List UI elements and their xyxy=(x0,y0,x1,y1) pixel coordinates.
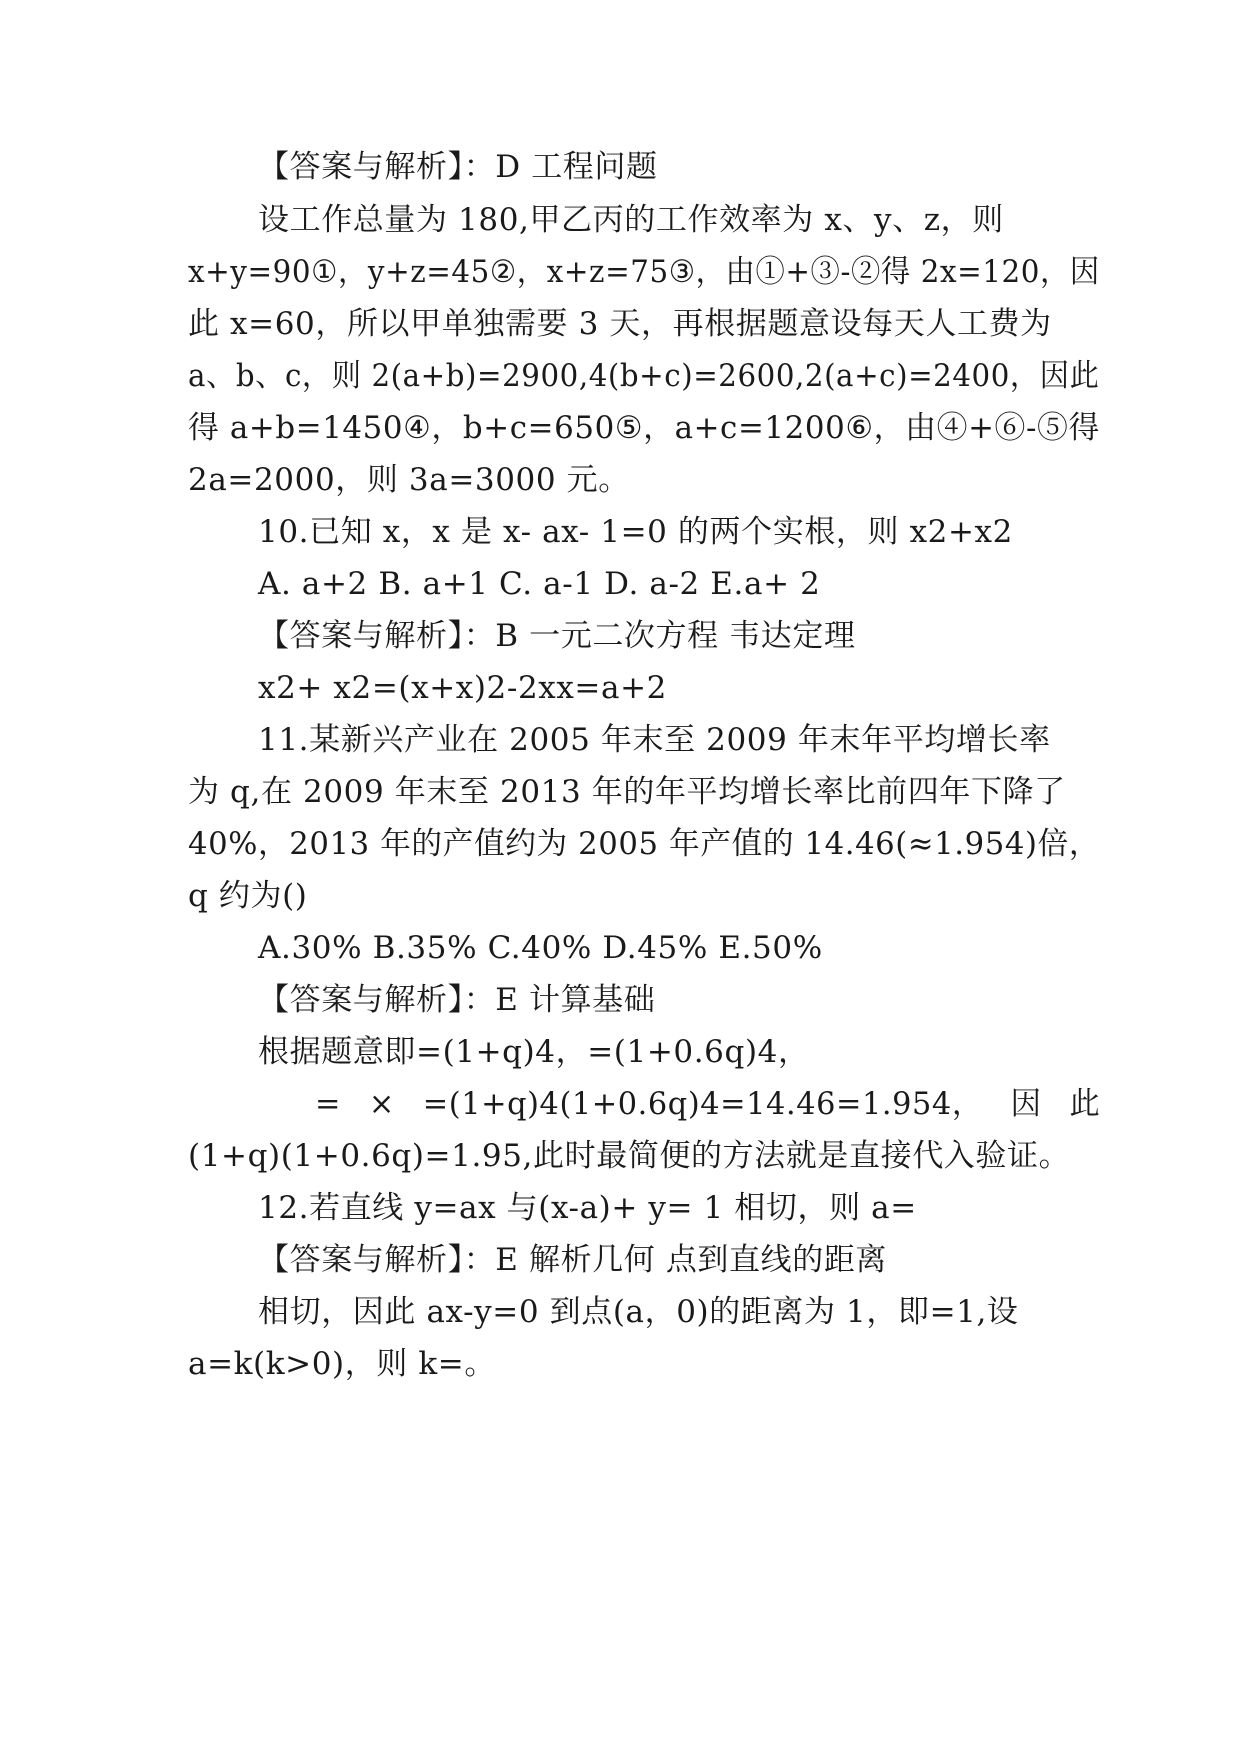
paragraph-line: (1+q)(1+0.6q)=1.95,此时最简便的方法就是直接代入验证。 xyxy=(188,1138,1071,1174)
paragraph-line: 40%，2013 年的产值约为 2005 年产值的 14.46(≈1.954)倍， xyxy=(188,826,1101,862)
paragraph-line: 相切，因此 ax-y=0 到点(a，0)的距离为 1，即=1,设 xyxy=(258,1294,1019,1330)
answer-heading-9: 【答案与解析】：D 工程问题 xyxy=(258,149,658,185)
question-11: 11.某新兴产业在 2005 年末至 2009 年末年平均增长率 xyxy=(258,722,1051,758)
formula-line: = × =(1+q)4(1+0.6q)4=14.46=1.954， 因 此 xyxy=(315,1086,1101,1122)
options-10: A. a+2 B. a+1 C. a-1 D. a-2 E.a+ 2 xyxy=(258,566,821,602)
answer-heading-11: 【答案与解析】：E 计算基础 xyxy=(258,982,656,1018)
answer-heading-12: 【答案与解析】：E 解析几何 点到直线的距离 xyxy=(258,1242,888,1278)
options-11: A.30% B.35% C.40% D.45% E.50% xyxy=(258,930,823,966)
answer-heading-10: 【答案与解析】：B 一元二次方程 韦达定理 xyxy=(258,618,856,654)
paragraph-line: a=k(k>0)，则 k=。 xyxy=(188,1346,496,1382)
paragraph-line: 为 q,在 2009 年末至 2013 年的年平均增长率比前四年下降了 xyxy=(188,774,1066,810)
paragraph-line: 设工作总量为 180,甲乙丙的工作效率为 x、y、z，则 xyxy=(258,202,1004,238)
paragraph-line: q 约为() xyxy=(188,878,308,914)
paragraph-line: 2a=2000，则 3a=3000 元。 xyxy=(188,462,630,498)
question-12: 12.若直线 y=ax 与(x-a)+ y= 1 相切，则 a= xyxy=(258,1190,917,1226)
paragraph-line: a、b、c，则 2(a+b)=2900,4(b+c)=2600,2(a+c)=2400，因此 xyxy=(188,358,1100,394)
paragraph-line: 根据题意即=(1+q)4，=(1+0.6q)4， xyxy=(258,1034,810,1070)
paragraph-line: x+y=90①，y+z=45②，x+z=75③，由①+③-②得 2x=120，因 xyxy=(188,254,1100,290)
formula-line: x2+ x2=(x+x)2-2xx=a+2 xyxy=(258,670,667,706)
paragraph-line: 此 x=60，所以甲单独需要 3 天，再根据题意设每天人工费为 xyxy=(188,306,1052,342)
question-10: 10.已知 x，x 是 x- ax- 1=0 的两个实根，则 x2+x2 xyxy=(258,514,1013,550)
paragraph-line: 得 a+b=1450④，b+c=650⑤，a+c=1200⑥，由④+⑥-⑤得 xyxy=(188,410,1100,446)
